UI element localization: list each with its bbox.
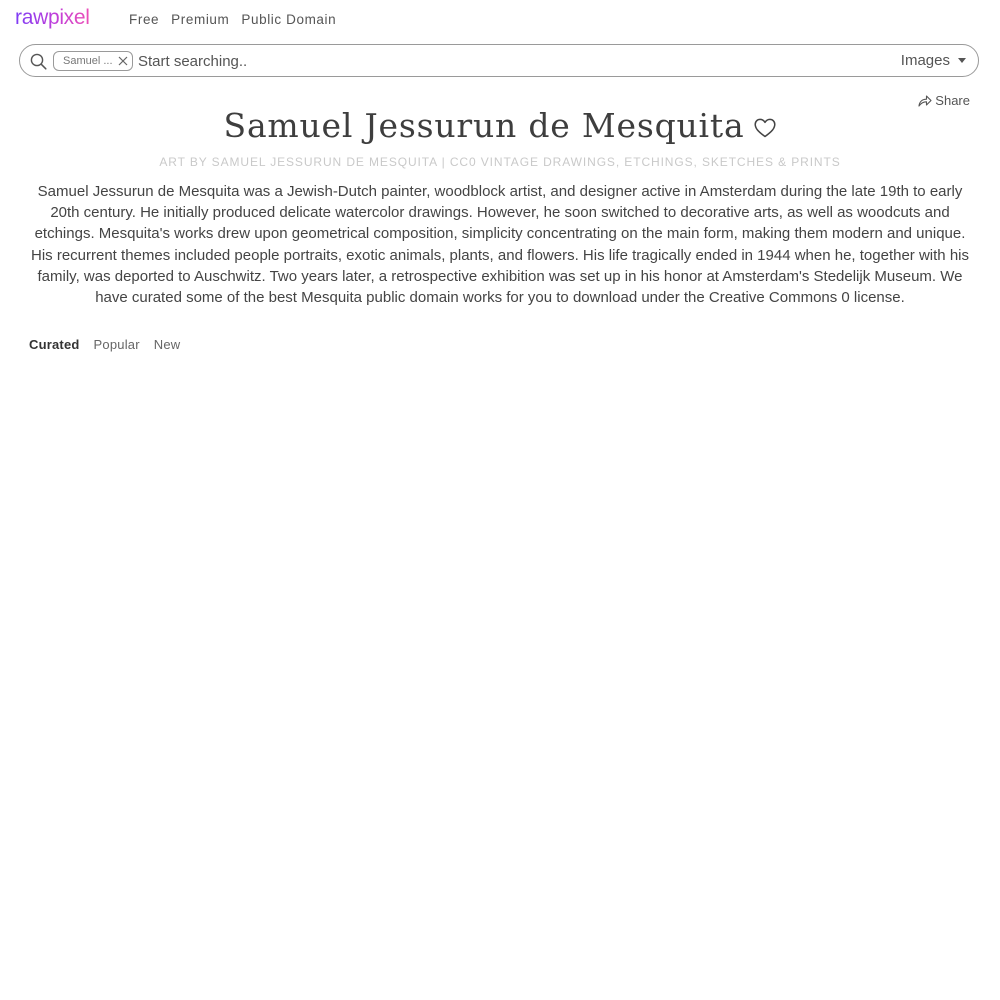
caret-down-icon — [958, 58, 966, 63]
nav-links — [129, 12, 336, 27]
share-icon — [918, 95, 932, 107]
search-input[interactable] — [138, 50, 878, 72]
tab-new[interactable]: New — [153, 337, 181, 352]
top-nav — [0, 0, 1000, 40]
search-icon[interactable] — [30, 53, 47, 70]
collection-description: Samuel Jessurun de Mesquita was a Jewish-Dutch painter, woodblock artist, and designer active in Amsterdam during the late 19th to early 20th century. He initially produced delicate watercolor drawings. However, he soon switched to decorative arts, as well as woodcuts and etchings. Mesquita's works drew upon geometrical composition, simplicity concentrating on the main form, making them modern and unique. His recurrent themes included people portraits, exotic animals, plants, and flowers. His life tragically ended in 1944 when he, together with his family, was deported to Auschwitz. Two years later, a retrospective exhibition was set up in his honor at Amsterdam's Stedelijk Museum. We have curated some of the best Mesquita public domain works for you to download under the Creative Commons 0 license. — [31, 183, 969, 307]
tab-popular[interactable]: Popular — [93, 337, 140, 352]
search-filter-chip — [53, 51, 133, 71]
nav-free[interactable]: Free — [129, 12, 160, 27]
close-icon[interactable] — [118, 56, 128, 66]
type-select-label: Images — [900, 52, 950, 69]
heart-icon[interactable] — [754, 118, 776, 138]
nav-premium[interactable]: Premium — [171, 12, 230, 27]
share-label: Share — [935, 93, 970, 108]
collection-subtitle: ART BY SAMUEL JESSURUN DE MESQUITA | CC0 VINTAGE DRAWINGS, ETCHINGS, SKETCHES & PRINTS — [159, 155, 841, 169]
sort-tabs — [29, 337, 180, 352]
type-select[interactable] — [901, 52, 966, 69]
page-title: Samuel Jessurun de Mesquita — [223, 106, 745, 145]
search-bar — [19, 44, 979, 77]
nav-public-domain[interactable]: Public Domain — [241, 12, 337, 27]
chip-label: Samuel ... — [63, 55, 113, 67]
logo[interactable]: rawpixel — [15, 6, 90, 29]
tab-curated[interactable]: Curated — [29, 337, 80, 352]
title-row — [0, 106, 1000, 145]
